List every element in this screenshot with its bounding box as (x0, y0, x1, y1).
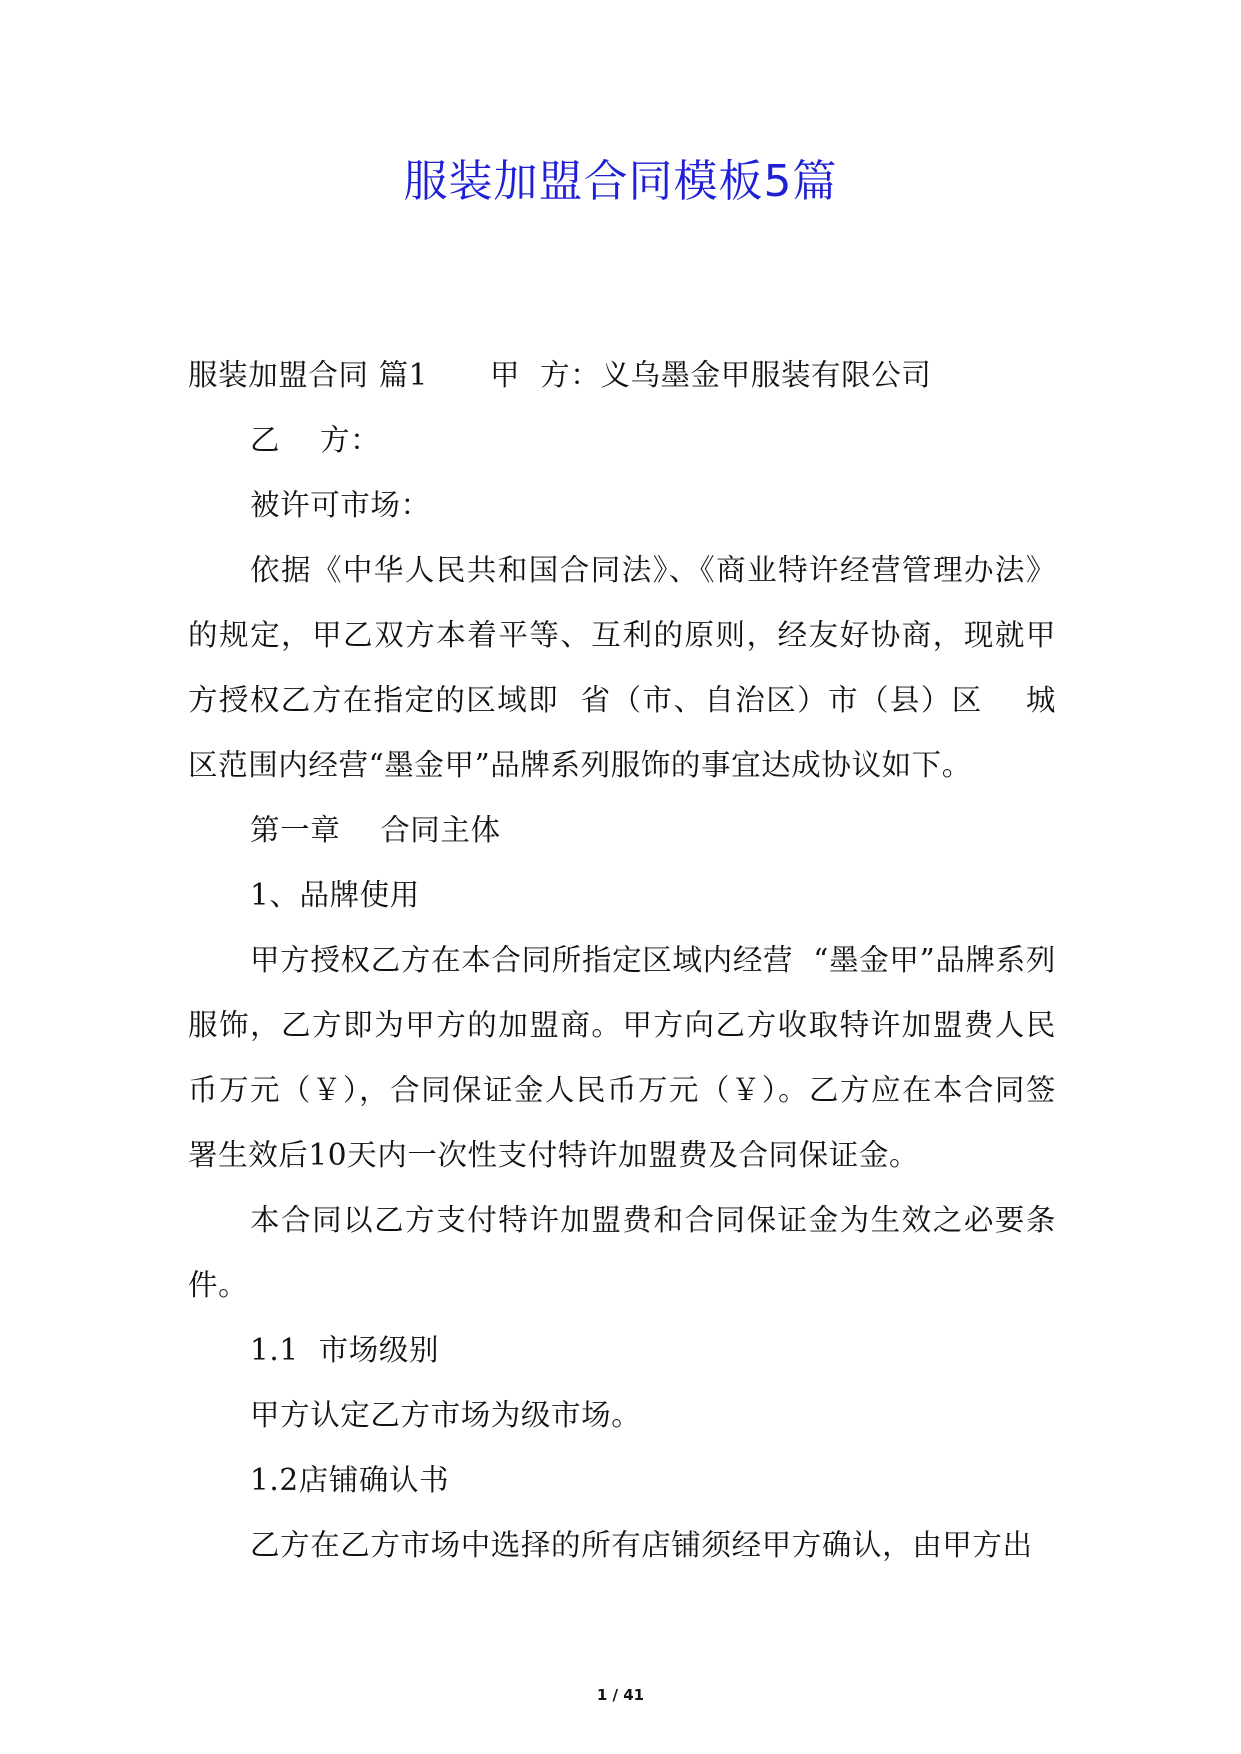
contract-heading: 服装加盟合同 篇1 (188, 358, 429, 392)
paragraph: 本合同以乙方支付特许加盟费和合同保证金为生效之必要条件。 (188, 1203, 1056, 1302)
page-number (0, 1686, 1241, 1704)
page-number-text: 1 / 41 (596, 1686, 645, 1704)
chapter-heading: 第一章 合同主体 (250, 813, 501, 847)
licensed-market-line: 被许可市场： (250, 488, 431, 522)
party-b-line: 乙 方： (250, 423, 381, 457)
paragraph: 乙方在乙方市场中选择的所有店铺须经甲方确认，由甲方出 (250, 1528, 1033, 1562)
paragraph: 依据《中华人民共和国合同法》、《商业特许经营管理办法》的规定，甲乙双方本着平等、互利的原则，经友好协商，现就甲方授权乙方在指定的区域即 省（市、自治区）市（县）区 城区范围内经营“墨金甲”品牌系列服饰的事宜达成协议如下。 (188, 553, 1056, 782)
contract-first-line (188, 343, 1056, 408)
party-a-value: 方：义乌墨金甲服装有限公司 (540, 358, 932, 392)
document-body (188, 343, 1056, 1578)
section-heading: 1.2店铺确认书 (250, 1463, 450, 1497)
section-heading: 1、品牌使用 (250, 878, 420, 912)
section-heading: 1.1 市场级别 (250, 1333, 440, 1367)
document-title: 服装加盟合同模板5篇 (403, 156, 838, 207)
paragraph: 甲方授权乙方在本合同所指定区域内经营 “墨金甲”品牌系列服饰，乙方即为甲方的加盟商。甲方向乙方收取特许加盟费人民币万元（￥），合同保证金人民币万元（￥）。乙方应在本合同签署生效后10天内一次性支付特许加盟费及合同保证金。 (188, 943, 1056, 1172)
paragraph: 甲方认定乙方市场为级市场。 (250, 1398, 642, 1432)
party-a-label: 甲 (490, 358, 521, 392)
